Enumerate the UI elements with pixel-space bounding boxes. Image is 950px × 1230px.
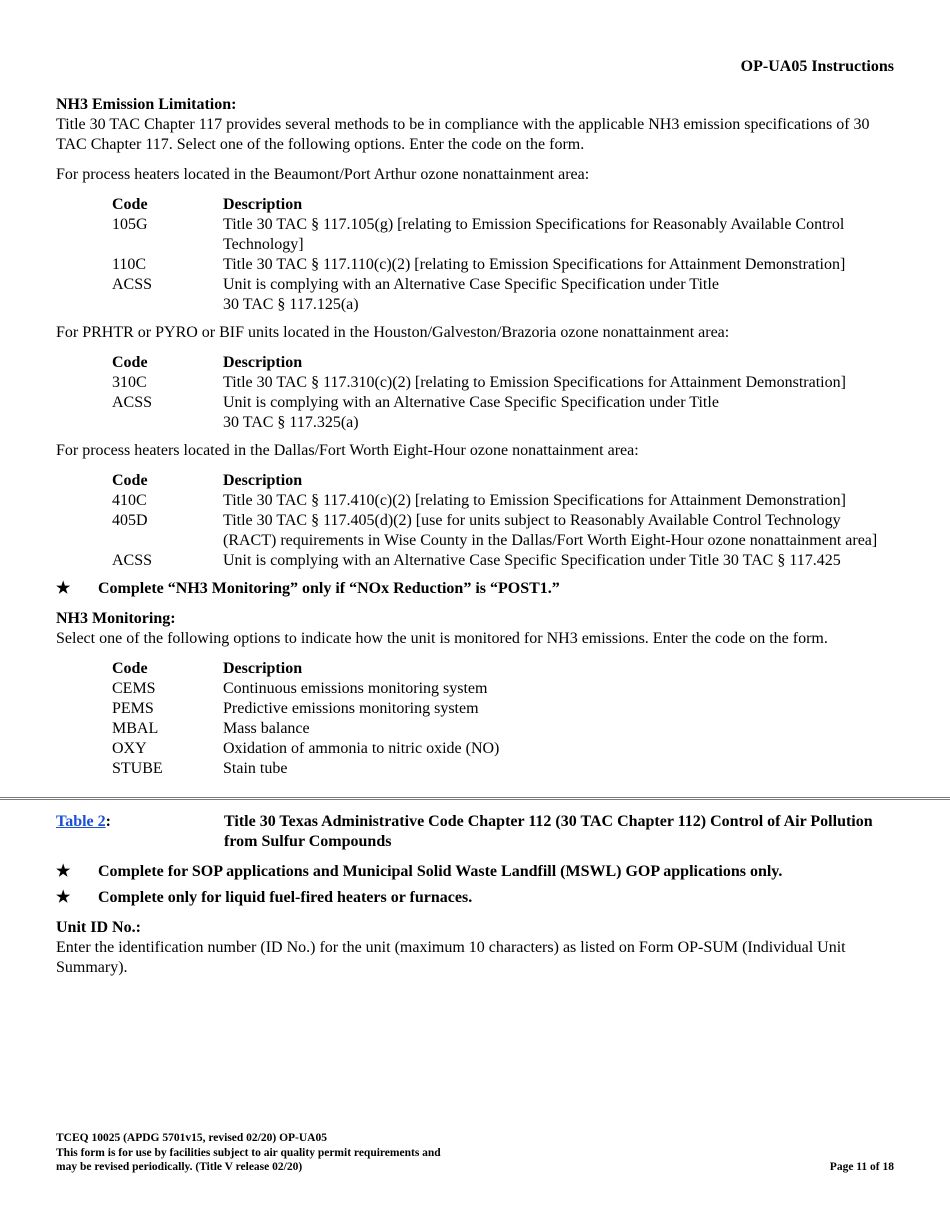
description-column-header: Description bbox=[223, 660, 303, 677]
table-row bbox=[112, 491, 894, 511]
note-text: Complete “NH3 Monitoring” only if “NOx Reduction” is “POST1.” bbox=[98, 580, 560, 597]
nh3-emission-intro: Title 30 TAC Chapter 117 provides several methods to be in compliance with the applicable NH3 emission specifications of 30 TAC Chapter 117. Select one of the following options. Enter the code on the form. bbox=[56, 116, 870, 153]
code-table-beaumont bbox=[112, 195, 894, 315]
code-cell: 410C bbox=[112, 492, 147, 509]
table2-note-1 bbox=[56, 862, 894, 882]
note-text: Complete for SOP applications and Municipal Solid Waste Landfill (MSWL) GOP applications only. bbox=[98, 863, 783, 880]
code-cell: MBAL bbox=[112, 720, 159, 737]
table-header-row bbox=[112, 353, 894, 373]
code-cell: 105G bbox=[112, 216, 148, 233]
code-cell: CEMS bbox=[112, 680, 156, 697]
table-header-row bbox=[112, 659, 894, 679]
footer-notice-line2: may be revised periodically. (Title V release 02/20) bbox=[56, 1161, 303, 1173]
table-row bbox=[112, 511, 894, 551]
description-cell: Stain tube bbox=[223, 760, 288, 777]
description-cell: Predictive emissions monitoring system bbox=[223, 700, 479, 717]
description-cell: Oxidation of ammonia to nitric oxide (NO) bbox=[223, 740, 500, 757]
table2-link[interactable]: Table 2 bbox=[56, 813, 106, 830]
table2-title: Title 30 Texas Administrative Code Chapter 112 (30 TAC Chapter 112) Control of Air Pollution from Sulfur Compounds bbox=[224, 813, 873, 850]
code-table-dallas bbox=[112, 471, 894, 571]
star-icon: ★ bbox=[56, 580, 71, 597]
description-column-header: Description bbox=[223, 196, 303, 213]
page-body bbox=[56, 95, 894, 978]
code-column-header: Code bbox=[112, 354, 148, 371]
description-cell: Unit is complying with an Alternative Case Specific Specification under Title 30 TAC § 117.425 bbox=[223, 552, 841, 569]
table-header-row bbox=[112, 195, 894, 215]
description-cell: Mass balance bbox=[223, 720, 310, 737]
code-column-header: Code bbox=[112, 660, 148, 677]
group-lead-dallas: For process heaters located in the Dallas/Fort Worth Eight-Hour ozone nonattainment area: bbox=[56, 442, 639, 459]
footer-notice-line1: This form is for use by facilities subject to air quality permit requirements and bbox=[56, 1146, 441, 1159]
description-column-header: Description bbox=[223, 472, 303, 489]
code-cell: STUBE bbox=[112, 760, 163, 777]
page-header-title: OP-UA05 Instructions bbox=[740, 58, 894, 75]
table-row bbox=[112, 699, 894, 719]
table-row bbox=[112, 551, 894, 571]
code-cell: ACSS bbox=[112, 394, 153, 411]
star-icon: ★ bbox=[56, 863, 71, 880]
description-cell: Unit is complying with an Alternative Case Specific Specification under Title 30 TAC § 117.125(a) bbox=[223, 276, 719, 313]
table2-heading bbox=[56, 812, 894, 852]
table2-label bbox=[56, 812, 224, 852]
code-cell: ACSS bbox=[112, 276, 153, 293]
table-row bbox=[112, 739, 894, 759]
table-row bbox=[112, 719, 894, 739]
unit-id-text: Enter the identification number (ID No.) for the unit (maximum 10 characters) as listed on Form OP-SUM (Individual Unit Summary). bbox=[56, 939, 846, 976]
description-cell: Title 30 TAC § 117.110(c)(2) [relating to Emission Specifications for Attainment Demonstration] bbox=[223, 256, 846, 273]
table-row bbox=[112, 373, 894, 393]
nh3-emission-heading: NH3 Emission Limitation: bbox=[56, 96, 237, 113]
footer-form-id: TCEQ 10025 (APDG 5701v15, revised 02/20) OP-UA05 bbox=[56, 1132, 327, 1144]
description-cell: Continuous emissions monitoring system bbox=[223, 680, 488, 697]
code-cell: 405D bbox=[112, 512, 148, 529]
code-cell: 110C bbox=[112, 256, 147, 273]
code-column-header: Code bbox=[112, 196, 148, 213]
code-column-header: Code bbox=[112, 472, 148, 489]
table-row bbox=[112, 759, 894, 779]
description-cell: Title 30 TAC § 117.410(c)(2) [relating to Emission Specifications for Attainment Demonstration] bbox=[223, 492, 846, 509]
code-cell: PEMS bbox=[112, 700, 154, 717]
group-lead-beaumont: For process heaters located in the Beaumont/Port Arthur ozone nonattainment area: bbox=[56, 166, 590, 183]
table-row bbox=[112, 275, 894, 315]
nh3-monitoring-note bbox=[56, 579, 894, 599]
table-row bbox=[112, 255, 894, 275]
table2-colon: : bbox=[105, 813, 111, 830]
description-cell: Unit is complying with an Alternative Case Specific Specification under Title 30 TAC § 117.325(a) bbox=[223, 394, 719, 431]
description-column-header: Description bbox=[223, 354, 303, 371]
group-lead-houston: For PRHTR or PYRO or BIF units located in the Houston/Galveston/Brazoria ozone nonattainment area: bbox=[56, 324, 730, 341]
nh3-monitoring-heading: NH3 Monitoring: bbox=[56, 610, 176, 627]
code-table-monitoring bbox=[112, 659, 894, 779]
table-row bbox=[112, 679, 894, 699]
description-cell: Title 30 TAC § 117.310(c)(2) [relating to Emission Specifications for Attainment Demonstration] bbox=[223, 374, 846, 391]
unit-id-heading: Unit ID No.: bbox=[56, 919, 141, 936]
code-table-houston bbox=[112, 353, 894, 433]
description-cell: Title 30 TAC § 117.405(d)(2) [use for units subject to Reasonably Available Control Technology (RACT) requirements in Wise County in the Dallas/Fort Worth Eight-Hour ozone nonattainment area] bbox=[223, 512, 878, 549]
table-row bbox=[112, 215, 894, 255]
code-cell: OXY bbox=[112, 740, 147, 757]
page-footer bbox=[56, 1131, 894, 1175]
description-cell: Title 30 TAC § 117.105(g) [relating to Emission Specifications for Reasonably Available Control Technology] bbox=[223, 216, 845, 253]
code-cell: 310C bbox=[112, 374, 147, 391]
table2-note-2 bbox=[56, 888, 894, 908]
nh3-monitoring-intro: Select one of the following options to indicate how the unit is monitored for NH3 emissions. Enter the code on the form. bbox=[56, 630, 828, 647]
section-divider bbox=[0, 797, 950, 800]
code-cell: ACSS bbox=[112, 552, 153, 569]
page-number: Page 11 of 18 bbox=[829, 1161, 894, 1173]
star-icon: ★ bbox=[56, 889, 71, 906]
table-header-row bbox=[112, 471, 894, 491]
note-text: Complete only for liquid fuel-fired heaters or furnaces. bbox=[98, 889, 473, 906]
table-row bbox=[112, 393, 894, 433]
